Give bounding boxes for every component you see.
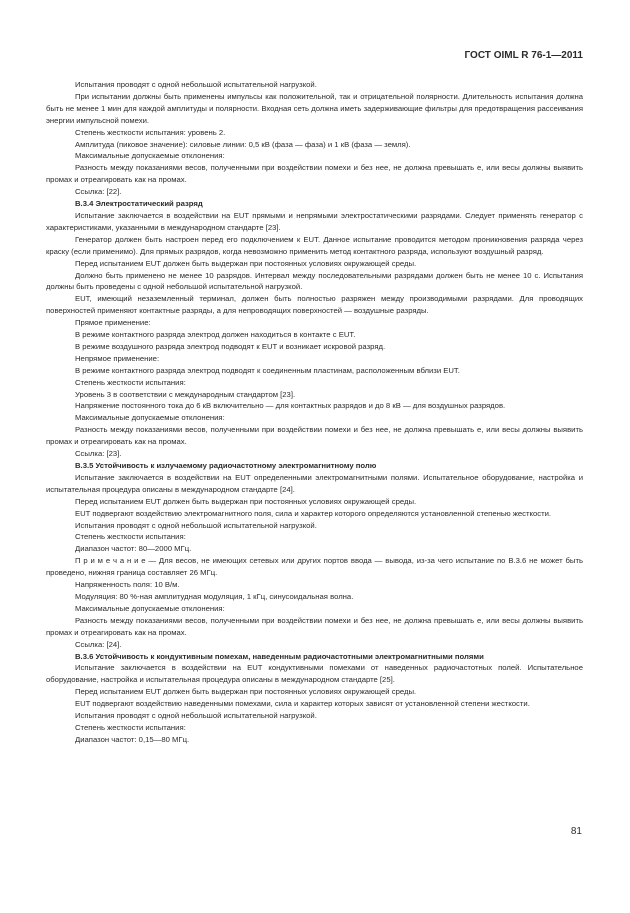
paragraph: Перед испытанием EUT должен быть выдержан при постоянных условиях окружающей среды. [75,687,417,697]
paragraph: Испытание заключается в воздействии на EUT определенными электромагнитными полями. Испытательное оборудование, настройка и испытательная процедура описаны в международном стандарте [24]. [46,472,583,494]
paragraph: Ссылка: [24]. [75,639,122,649]
section-heading: В.3.4 Электростатический разряд [75,199,203,209]
paragraph: Напряжение постоянного тока до 6 кВ включительно — для контактных разрядов и до 8 кВ — для воздушных разрядов. [75,401,506,411]
paragraph: Перед испытанием EUT должен быть выдержан при постоянных условиях окружающей среды. [75,258,417,268]
paragraph: Уровень 3 в соответствии с международным стандартом [23]. [75,389,296,399]
paragraph: В режиме контактного разряда электрод подводят к соединенным пластинам, расположенным вблизи EUT. [75,365,460,375]
paragraph: Прямое применение: [75,318,151,328]
paragraph: EUT подвергают воздействию электромагнитного поля, сила и характер которого определяются установленной степенью жесткости. [75,508,552,518]
paragraph: Испытания проводят с одной небольшой испытательной нагрузкой. [75,520,317,530]
paragraph: П р и м е ч а н и е — Для весов, не имеющих сетевых или других портов ввода — вывода, из-за чего испытание по В.3.6 не может быть проведено, нижняя граница составляет 26 МГц. [46,556,583,578]
paragraph: Максимальные допускаемые отклонения: [75,151,225,161]
paragraph: Испытания проводят с одной небольшой испытательной нагрузкой. [75,711,317,721]
paragraph: Разность между показаниями весов, полученными при воздействии помехи и без нее, не должна превышать e, или весы должны выявить промах и отреагировать как на промах. [46,425,583,447]
document-body [46,79,583,746]
paragraph: Испытание заключается в воздействии на EUT прямыми и непрямыми электростатическими разрядами. Следует применять генератор с характеристиками, указанными в международном стандарте [23]. [46,210,583,232]
paragraph: Степень жесткости испытания: уровень 2. [75,127,226,137]
paragraph: В режиме воздушного разряда электрод подводят к EUT и возникает искровой разряд. [75,341,386,351]
paragraph: EUT, имеющий незаземленный терминал, должен быть полностью разряжен между производимыми разрядами. Для проводящих поверхностей применяют контактные разряды, а для непроводящих поверхностей — воздушные разряды. [46,294,583,316]
paragraph: Испытания проводят с одной небольшой испытательной нагрузкой. [75,80,317,89]
paragraph: Напряженность поля: 10 В/м. [75,580,180,590]
paragraph: Диапазон частот: 80—2000 МГц. [75,544,192,554]
document-header: ГОСТ OIML R 76-1—2011 [464,50,583,61]
section-heading: В.3.5 Устойчивость к излучаемому радиочастотному электромагнитному полю [75,461,377,470]
paragraph: Генератор должен быть настроен перед его подключением к EUT. Данное испытание проводится методом проникновения разряда через краску (если применимо). Для прямых разрядов, когда невозможно применить метод контактного разряда, используют воздушный разряд. [46,234,583,256]
paragraph: EUT подвергают воздействию наведенными помехами, сила и характер которых зависят от установленной степени жесткости. [75,699,530,709]
paragraph: В режиме контактного разряда электрод должен находиться в контакте с EUT. [75,330,356,340]
paragraph: Испытание заключается в воздействии на EUT кондуктивными помехами от наведенных радиочастотных полей. Испытательное оборудование, настройка и испытательная процедура описаны в международном стандарте [25]. [46,663,583,685]
paragraph: Амплитуда (пиковое значение): силовые линии: 0,5 кВ (фаза — фаза) и 1 кВ (фаза — земля). [75,139,411,149]
page-number: 81 [570,826,582,837]
paragraph: Максимальные допускаемые отклонения: [75,413,225,423]
paragraph: Диапазон частот: 0,15—80 МГц. [75,734,190,744]
paragraph: Максимальные допускаемые отклонения: [75,603,225,613]
paragraph: Ссылка: [23]. [75,449,122,459]
paragraph: Непрямое применение: [75,353,160,363]
paragraph: Должно быть применено не менее 10 разрядов. Интервал между последовательными разрядами должен быть не менее 10 с. Испытания должны быть проведены с одной небольшой испытательной нагрузкой. [46,270,583,292]
section-heading: В.3.6 Устойчивость к кондуктивным помехам, наведенным радиочастотными электромагнитными полями [75,651,484,661]
paragraph: Степень жесткости испытания: [75,377,186,387]
paragraph: Разность между показаниями весов, полученными при воздействии помехи и без нее, не должна превышать e, или весы должны выявить промах и отреагировать как на промах. [46,163,583,185]
paragraph: Разность между показаниями весов, полученными при воздействии помехи и без нее, не должна превышать e, или весы должны выявить промах и отреагировать как на промах. [46,615,583,637]
paragraph: Степень жесткости испытания: [75,722,186,732]
paragraph: Степень жесткости испытания: [75,532,186,542]
paragraph: Модуляция: 80 %-ная амплитудная модуляция, 1 кГц, синусоидальная волна. [75,591,354,601]
paragraph: При испытании должны быть применены импульсы как положительной, так и отрицательной полярности. Длительность испытания должна быть не менее 1 мин для каждой амплитуды и полярности. Входная сеть должна иметь задерживающие фильтры для предотвращения рассеивания энергии импульсной помехи. [46,91,583,125]
paragraph: Ссылка: [22]. [75,187,122,197]
paragraph: Перед испытанием EUT должен быть выдержан при постоянных условиях окружающей среды. [75,496,417,506]
